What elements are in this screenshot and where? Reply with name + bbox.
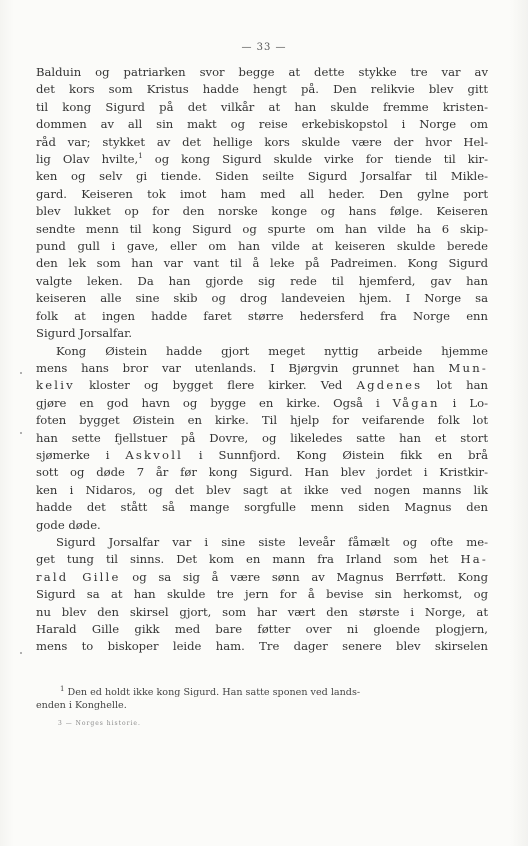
text-line: ken i Nidaros, og det blev sagt at ikke ved nogen manns lik	[36, 482, 488, 497]
paragraph-3	[36, 534, 488, 656]
text-line: hadde det stått så mange sorgfulle menn siden Magnus den	[36, 500, 488, 515]
text-line: Sigurd sa at han skulde tre jern for å bevise sin herkomst, og	[36, 587, 488, 602]
spaced-name: rald Gille	[36, 569, 121, 584]
text-line: til kong Sigurd på det vilkår at han skulde fremme kristen-	[36, 99, 488, 114]
text-line	[36, 569, 488, 586]
text-segment: Den ed holdt ikke kong Sigurd. Han satte sponen ved lands-	[67, 687, 361, 698]
footnote-reference: 1	[138, 152, 143, 161]
text-segment: gjøre en god havn og bygge en kirke. Også i	[36, 395, 393, 410]
text-line	[36, 377, 488, 394]
text-segment: get tung til sinns. Det kom en mann fra Irland som het	[36, 552, 461, 567]
text-line: Balduin og patriarken svor begge at dette stykke tre var av	[36, 65, 488, 79]
spaced-name: Askvoll	[125, 447, 184, 462]
body-text	[36, 64, 488, 656]
text-line: gode døde.	[36, 517, 101, 532]
text-segment: og sa sig å være sønn av Magnus Berrføtt. Kong	[120, 569, 488, 584]
text-segment: sjømerke i	[36, 447, 126, 462]
text-line	[36, 551, 488, 568]
text-line: valgte leken. Da han gjorde sig rede til hjemferd, gav han	[36, 273, 488, 288]
text-line: dommen av all sin makt og reise erkebiskopstol i Norge om	[36, 117, 488, 132]
text-line: Kong Øistein hadde gjort meget nyttig arbeide hjemme	[56, 343, 488, 358]
text-segment: i Sunnfjord. Kong Øistein fikk en brå	[183, 447, 488, 462]
text-line: Harald Gille gikk med bare føtter over ni gloende plogjern,	[36, 622, 488, 636]
text-line: folk at ingen hadde faret større hedersferd fra Norge enn	[36, 308, 488, 323]
spaced-name: Ha-	[460, 552, 488, 567]
paragraph-1	[36, 64, 488, 343]
text-line: den lek som han var vant til å leke på Padreimen. Kong Sigurd	[36, 256, 488, 271]
spaced-name: keliv	[36, 378, 75, 393]
text-line: Sigurd Jorsalfar.	[36, 326, 133, 341]
footnote-line: enden i Konghelle.	[36, 700, 127, 711]
text-line	[36, 447, 488, 464]
text-segment: kloster og bygget flere kirker. Ved	[74, 378, 357, 393]
spaced-name: Vågan	[392, 395, 440, 410]
text-line: det kors som Kristus hadde hengt på. Den relikvie blev gitt	[36, 82, 488, 97]
text-segment: i Lo-	[439, 395, 488, 410]
text-line: sott og døde 7 år før kong Sigurd. Han blev jordet i Kristkir-	[36, 465, 488, 480]
spaced-name: Agdenes	[356, 378, 423, 393]
text-line	[36, 395, 488, 412]
text-line: Sigurd Jorsalfar var i sine siste leveår fåmælt og ofte me-	[56, 534, 488, 549]
text-line: nu blev den skirsel gjort, som har vært den største i Norge, at	[36, 604, 488, 619]
text-segment: lot han	[422, 378, 488, 393]
text-line	[36, 360, 488, 377]
footnote-line	[36, 686, 488, 699]
footnote-marker: 1	[60, 684, 65, 693]
text-line: mens to biskoper leide ham. Tre dager senere blev skirselen	[36, 639, 488, 654]
scan-speck	[20, 432, 22, 434]
paragraph-2	[36, 343, 488, 534]
text-line: pund gull i gave, eller om han vilde at keiseren skulde berede	[36, 239, 488, 254]
text-line: foten bygget Øistein en kirke. Til hjelp for veifarende folk lot	[36, 413, 488, 428]
scan-speck	[20, 372, 22, 374]
text-segment: og kong Sigurd skulde virke for tiende til kir-	[142, 152, 488, 167]
scan-speck	[20, 652, 22, 654]
text-segment: mens hans bror var utenlands. I Bjørgvin grunnet han	[36, 360, 449, 375]
spaced-name: Mun-	[448, 360, 488, 375]
text-line: gard. Keiseren tok imot ham med all heder. Den gylne port	[36, 186, 488, 201]
footnote	[36, 686, 488, 712]
printer-signature: 3 — Norges historie.	[58, 720, 141, 727]
text-line: ken og selv gi tiende. Siden seilte Sigurd Jorsalfar til Mikle-	[36, 169, 488, 184]
text-line: råd var; stykket av det hellige kors skulde være der hvor Hel-	[36, 134, 488, 149]
text-line: han sette fjellstuer på Dovre, og likeledes satte han et stort	[36, 430, 488, 445]
text-segment: lig Olav hvilte,	[36, 152, 139, 167]
page-number: — 33 —	[241, 42, 287, 53]
text-line: blev lukket op for den norske konge og hans følge. Keiseren	[36, 204, 488, 219]
text-line: sendte menn til kong Sigurd og spurte om han vilde ha 6 skip-	[36, 221, 488, 236]
text-line	[36, 151, 488, 168]
text-line: keiseren alle sine skib og drog landeveien hjem. I Norge sa	[36, 291, 488, 306]
